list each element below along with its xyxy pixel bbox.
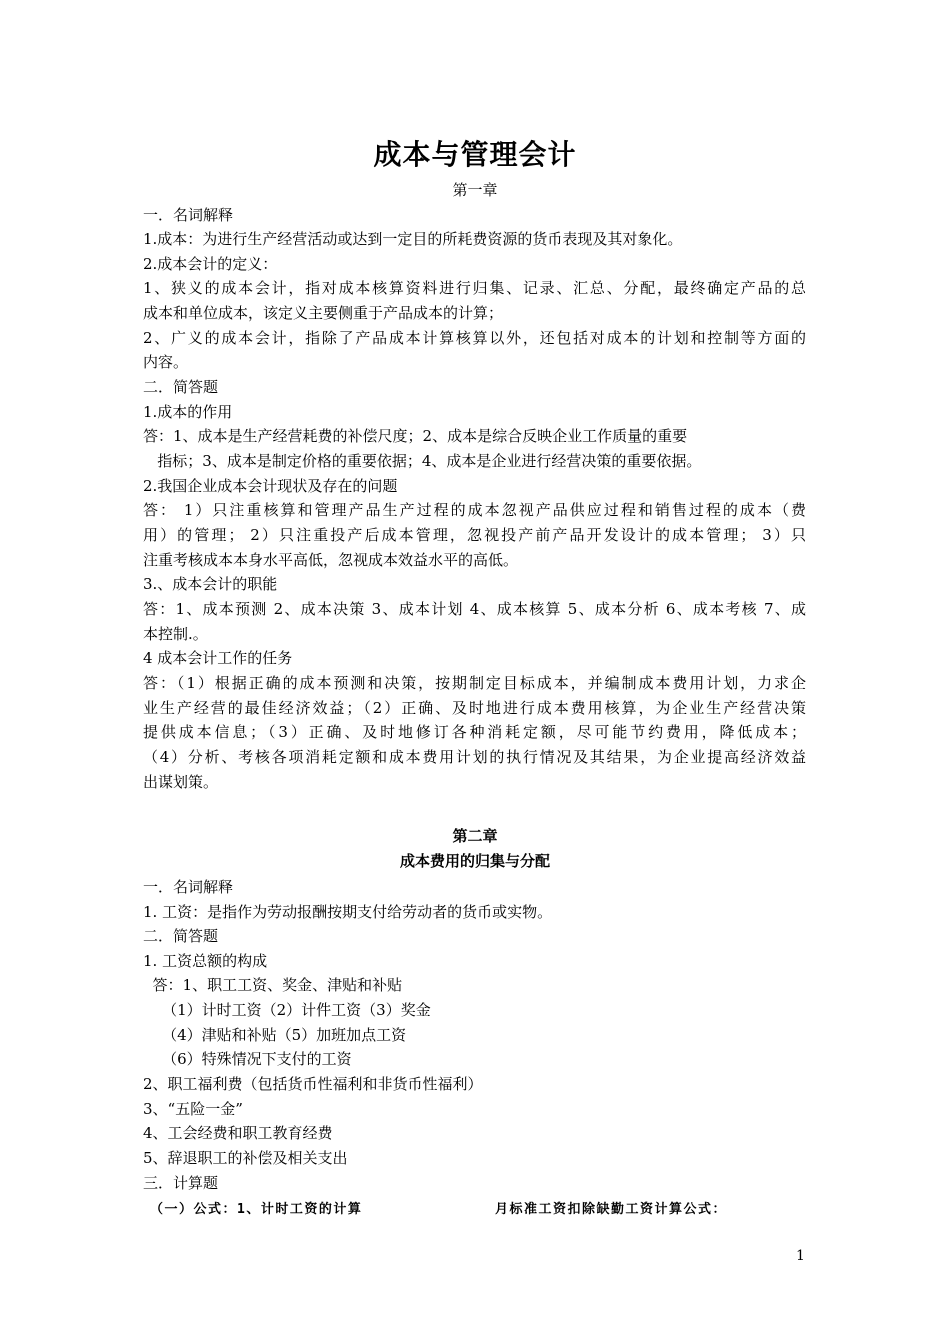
ch1-line: 1、狭义的成本会计，指对成本核算资料进行归集、记录、汇总、分配，最终确定产品的总 (143, 279, 806, 297)
ch2-line: （1）计时工资（2）计件工资（3）奖金 (143, 1001, 431, 1019)
ch1-line: 2、广义的成本会计，指除了产品成本计算核算以外，还包括对成本的计划和控制等方面的 (143, 329, 806, 347)
ch1-line: 一．名词解释 (143, 206, 234, 224)
ch1-line: 注重考核成本本身水平高低，忽视成本效益水平的高低。 (143, 551, 519, 569)
ch2-line: 三．计算题 (143, 1174, 219, 1192)
document-title: 成本与管理会计 (373, 138, 577, 171)
chapter1-heading: 第一章 (452, 181, 498, 199)
ch1-line: 2.我国企业成本会计现状及存在的问题 (143, 477, 398, 495)
ch1-line: 1.成本的作用 (143, 403, 233, 421)
ch1-line: 成本和单位成本，该定义主要侧重于产品成本的计算； (143, 304, 504, 322)
ch2-line: 5、辞退职工的补偿及相关支出 (143, 1149, 348, 1167)
ch2-line: 2、职工福利费（包括货币性福利和非货币性福利） (143, 1075, 483, 1093)
ch2-line: 4、工会经费和职工教育经费 (143, 1124, 333, 1142)
ch1-line: 二．简答题 (143, 378, 219, 396)
ch1-line: 2.成本会计的定义： (143, 255, 278, 273)
ch1-line: 答： 1）只注重核算和管理产品生产过程的成本忽视产品供应过程和销售过程的成本（费 (143, 501, 806, 519)
ch1-line: 本控制.。 (143, 625, 208, 643)
chapter2-subheading: 成本费用的归集与分配 (399, 852, 550, 870)
chapter2-heading: 第二章 (452, 827, 498, 845)
formula-left: （一）公式：1、计时工资的计算 (150, 1202, 363, 1217)
ch1-line: 答：（1）根据正确的成本预测和决策，按期制定目标成本，并编制成本费用计划，力求企 (143, 674, 806, 692)
ch2-line: 一．名词解释 (143, 878, 234, 896)
ch1-line: 指标；3、成本是制定价格的重要依据；4、成本是企业进行经营决策的重要依据。 (143, 452, 702, 470)
ch1-line: 业生产经营的最佳经济效益；（2）正确、及时地进行成本费用核算，为企业生产经营决策 (143, 699, 806, 717)
ch2-line: （6）特殊情况下支付的工资 (143, 1050, 352, 1068)
ch2-line: 1. 工资：是指作为劳动报酬按期支付给劳动者的货币或实物。 (143, 903, 553, 921)
ch2-line: （4）津贴和补贴（5）加班加点工资 (143, 1026, 407, 1044)
ch1-line: 1.成本：为进行生产经营活动或达到一定目的所耗费资源的货币表现及其对象化。 (143, 230, 683, 248)
ch1-line: 内容。 (143, 353, 189, 371)
ch2-line: 二．简答题 (143, 927, 219, 945)
ch1-line: 4 成本会计工作的任务 (143, 649, 293, 667)
ch2-line: 答：1、职工工资、奖金、津贴和补贴 (143, 976, 403, 994)
formula-right: 月标准工资扣除缺勤工资计算公式： (495, 1202, 728, 1217)
ch1-line: 用）的管理； 2）只注重投产后成本管理，忽视投产前产品开发设计的成本管理； 3）只 (143, 526, 806, 544)
ch2-line: 1. 工资总额的构成 (143, 952, 268, 970)
ch1-line: 答：1、成本是生产经营耗费的补偿尺度；2、成本是综合反映企业工作质量的重要 (143, 427, 688, 445)
ch1-line: 3.、成本会计的职能 (143, 575, 278, 593)
ch1-line: （4）分析、考核各项消耗定额和成本费用计划的执行情况及其结果，为企业提高经济效益 (143, 748, 806, 766)
ch1-line: 答：1、成本预测 2、成本决策 3、成本计划 4、成本核算 5、成本分析 6、成本考核 7、成 (143, 600, 806, 618)
ch1-line: 出谋划策。 (143, 773, 219, 791)
ch2-line: 3、“五险一金” (143, 1100, 243, 1118)
ch1-line: 提供成本信息；（3）正确、及时地修订各种消耗定额，尽可能节约费用，降低成本； (143, 723, 806, 741)
page-number: 1 (796, 1248, 805, 1264)
